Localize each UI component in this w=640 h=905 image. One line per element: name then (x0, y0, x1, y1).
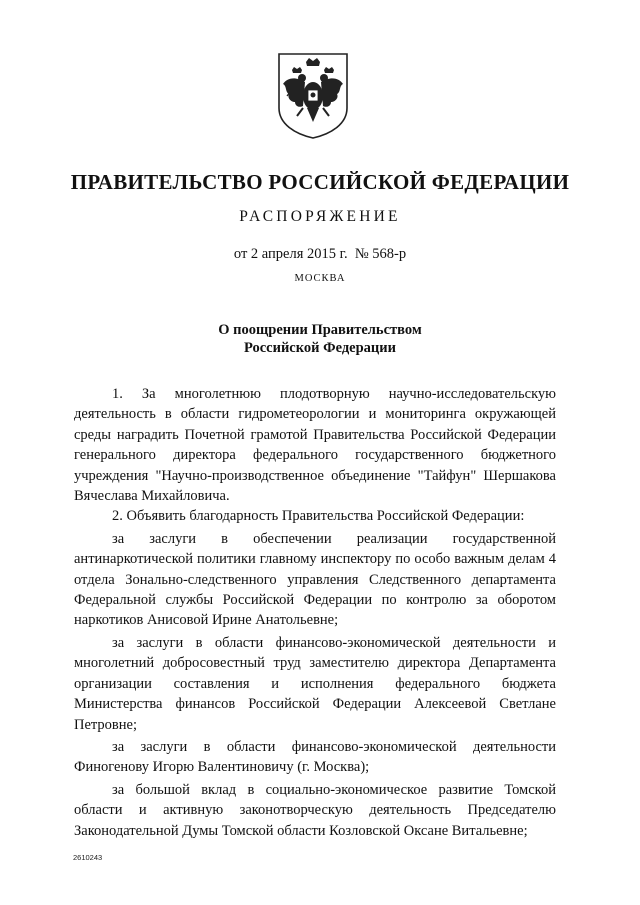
russian-coat-of-arms-icon (275, 50, 351, 140)
paragraph-4: за заслуги в области финансово-экономической деятельности и многолетний добросовестный труд заместителю директора Департамента организации составления и исполнения федерального бюджета Министерства финансов Российской Федерации Алексеевой Светлане Петровне; (74, 634, 556, 733)
paragraph-5: за заслуги в области финансово-экономической деятельности Финогенову Игорю Валентиновичу (г. Москва); (74, 738, 556, 776)
paragraph-3: за заслуги в обеспечении реализации государственной антинаркотической политики главному инспектору по особо важным делам 4 отдела Зонально-следственного управления Следственного департамента Федеральной службы Российской Федерации по контролю за оборотом наркотиков Анисовой Ирине Анатольевне; (74, 530, 556, 629)
document-subject (0, 321, 640, 357)
document-body (74, 384, 556, 841)
paragraph-1: 1. За многолетнюю плодотворную научно-исследовательскую деятельность в области гидрометеорологии и мониторинга окружающей среды наградить Почетной грамотой Правительства Российской Федерации генерального директора федерального государственного бюджетного учреждения "Научно-производственное объединение "Тайфун" Шершакова Вячеслава Михайловича. (74, 386, 556, 505)
footer-code: 2610243 (73, 853, 103, 862)
paragraph-6: за большой вклад в социально-экономическое развитие Томской области и активную законотворческую деятельность Председателю Законодательной Думы Томской области Козловской Оксане Витальевне; (74, 781, 556, 839)
paragraph-2: 2. Объявить благодарность Правительства Российской Федерации: (112, 508, 525, 525)
date-and-number: от 2 апреля 2015 г. № 568-р (233, 246, 407, 262)
document-type: РАСПОРЯЖЕНИЕ (239, 208, 401, 225)
subject-line-1: О поощрении Правительством (218, 322, 422, 338)
city: МОСКВА (294, 273, 346, 284)
subject-line-2: Российской Федерации (243, 340, 396, 356)
government-title: ПРАВИТЕЛЬСТВО РОССИЙСКОЙ ФЕДЕРАЦИИ (70, 170, 570, 194)
